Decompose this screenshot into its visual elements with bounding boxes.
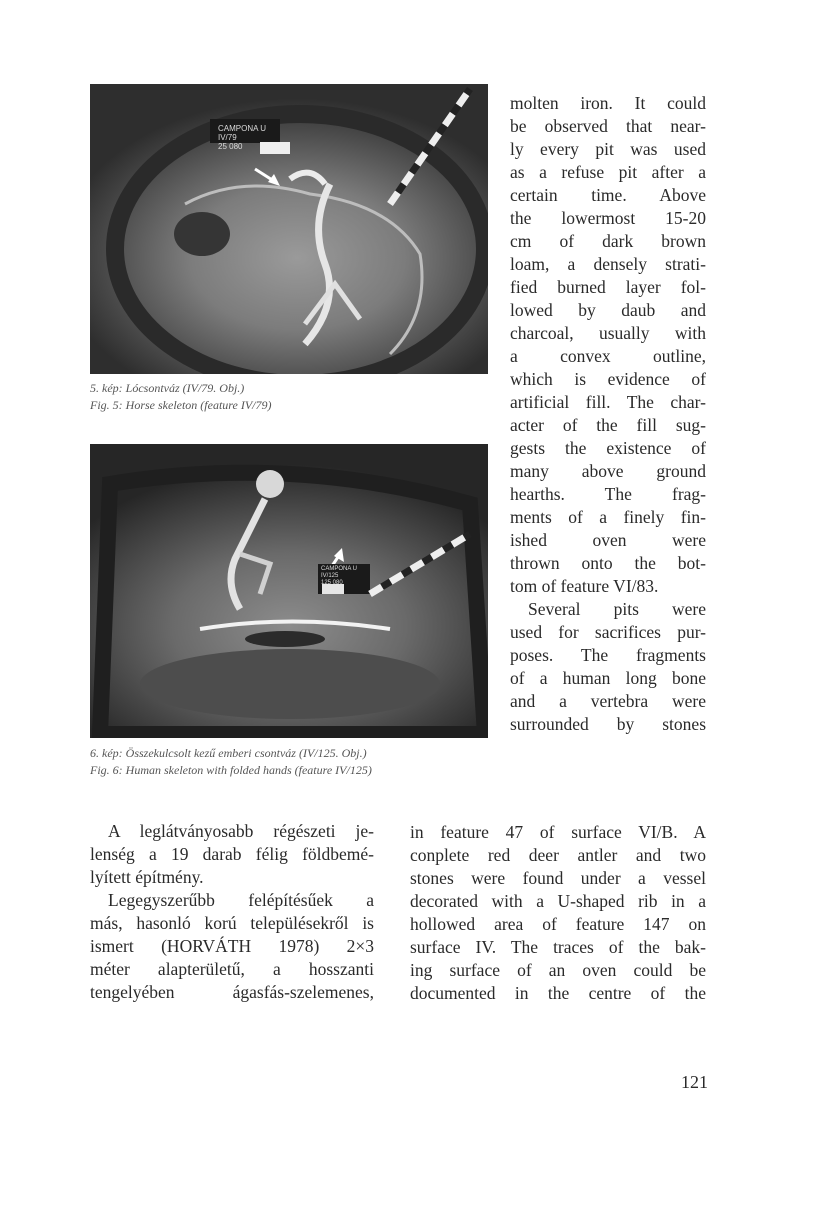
text-line: más, hasonló korú településekről is: [90, 913, 374, 933]
english-text-continuation: [410, 821, 706, 1005]
text-line: in feature 47 of surface VI/B. A: [410, 822, 706, 842]
page-number: 121: [681, 1072, 708, 1092]
text-line: molten iron. It could: [510, 93, 706, 113]
caption-english: Fig. 5: Horse skeleton (feature IV/79): [90, 398, 272, 412]
text-line: conplete red deer antler and two: [410, 845, 706, 865]
text-line: lenség a 19 darab félig földbemé-: [90, 844, 374, 864]
text-line: stones were found under a vessel: [410, 868, 706, 888]
text-line: thrown onto the bot-: [510, 553, 706, 573]
text-line: surface IV. The traces of the bak-: [410, 937, 706, 957]
text-line: lowed by daub and: [510, 300, 706, 320]
text-line: used for sacrifices pur-: [510, 622, 706, 642]
text-line: a convex outline,: [510, 346, 706, 366]
stamp-line: IV/125: [321, 573, 339, 579]
text-line: artificial fill. The char-: [510, 392, 706, 412]
hungarian-text-column: [90, 820, 374, 1004]
figure-label-stamp: [321, 566, 357, 587]
text-line: the lowermost 15-20: [510, 208, 706, 228]
stamp-line: 125 080: [321, 580, 343, 586]
caption-hungarian: 6. kép: Összekulcsolt kezű emberi csontváz (IV/125. Obj.): [90, 746, 367, 760]
text-line: loam, a densely strati-: [510, 254, 706, 274]
text-line: A leglátványosabb régészeti je-: [108, 821, 374, 841]
text-line: certain time. Above: [510, 185, 706, 205]
text-line: surrounded by stones: [510, 714, 706, 734]
caption-english: Fig. 6: Human skeleton with folded hands (feature IV/125): [90, 763, 372, 777]
text-line: which is evidence of: [510, 369, 706, 389]
text-line: ished oven were: [510, 530, 706, 550]
text-line: gests the existence of: [510, 438, 706, 458]
text-line: ing surface of an oven could be: [410, 960, 706, 980]
photo-horse-skeleton: [90, 84, 488, 374]
text-line: hollowed area of feature 147 on: [410, 914, 706, 934]
text-line: fied burned layer fol-: [510, 277, 706, 297]
text-line: tom of feature VI/83.: [510, 576, 659, 596]
text-line: tengelyében ágasfás-szelemenes,: [90, 982, 374, 1002]
photo-horse-skeleton-drawing: [90, 84, 488, 374]
text-line: and a vertebra were: [510, 691, 706, 711]
text-line: cm of dark brown: [510, 231, 706, 251]
text-line: Several pits were: [528, 599, 706, 619]
text-line: many above ground: [510, 461, 706, 481]
photo-human-skeleton-drawing: [90, 444, 488, 738]
text-line: méter alapterületű, a hosszanti: [90, 959, 374, 979]
stamp-line: CAMPONA U: [321, 566, 358, 572]
text-line: be observed that near-: [510, 116, 706, 136]
text-line: as a refuse pit after a: [510, 162, 706, 182]
figure-6-caption: [90, 745, 490, 779]
text-line: ismert (HORVÁTH 1978) 2×3: [90, 936, 374, 956]
text-line: decorated with a U-shaped rib in a: [410, 891, 706, 911]
stamp-line: CAMPONA U: [218, 124, 267, 133]
photo-human-skeleton: [90, 444, 488, 738]
stamp-line: IV/79: [218, 133, 237, 142]
text-line: hearths. The frag-: [510, 484, 706, 504]
stamp-line: 25 080: [218, 142, 243, 151]
figure-label-stamp: [218, 124, 266, 151]
caption-hungarian: 5. kép: Lócsontváz (IV/79. Obj.): [90, 381, 245, 395]
text-line: ments of a finely fin-: [510, 507, 706, 527]
text-line: lyített építmény.: [90, 867, 204, 887]
english-text-column: [510, 92, 706, 736]
text-line: poses. The fragments: [510, 645, 706, 665]
text-line: ly every pit was used: [510, 139, 706, 159]
text-line: documented in the centre of the: [410, 983, 706, 1003]
figure-5-caption: [90, 380, 490, 414]
text-line: charcoal, usually with: [510, 323, 706, 343]
text-line: acter of the fill sug-: [510, 415, 706, 435]
text-line: Legegyszerűbb felépítésűek a: [108, 890, 374, 910]
text-line: of a human long bone: [510, 668, 706, 688]
